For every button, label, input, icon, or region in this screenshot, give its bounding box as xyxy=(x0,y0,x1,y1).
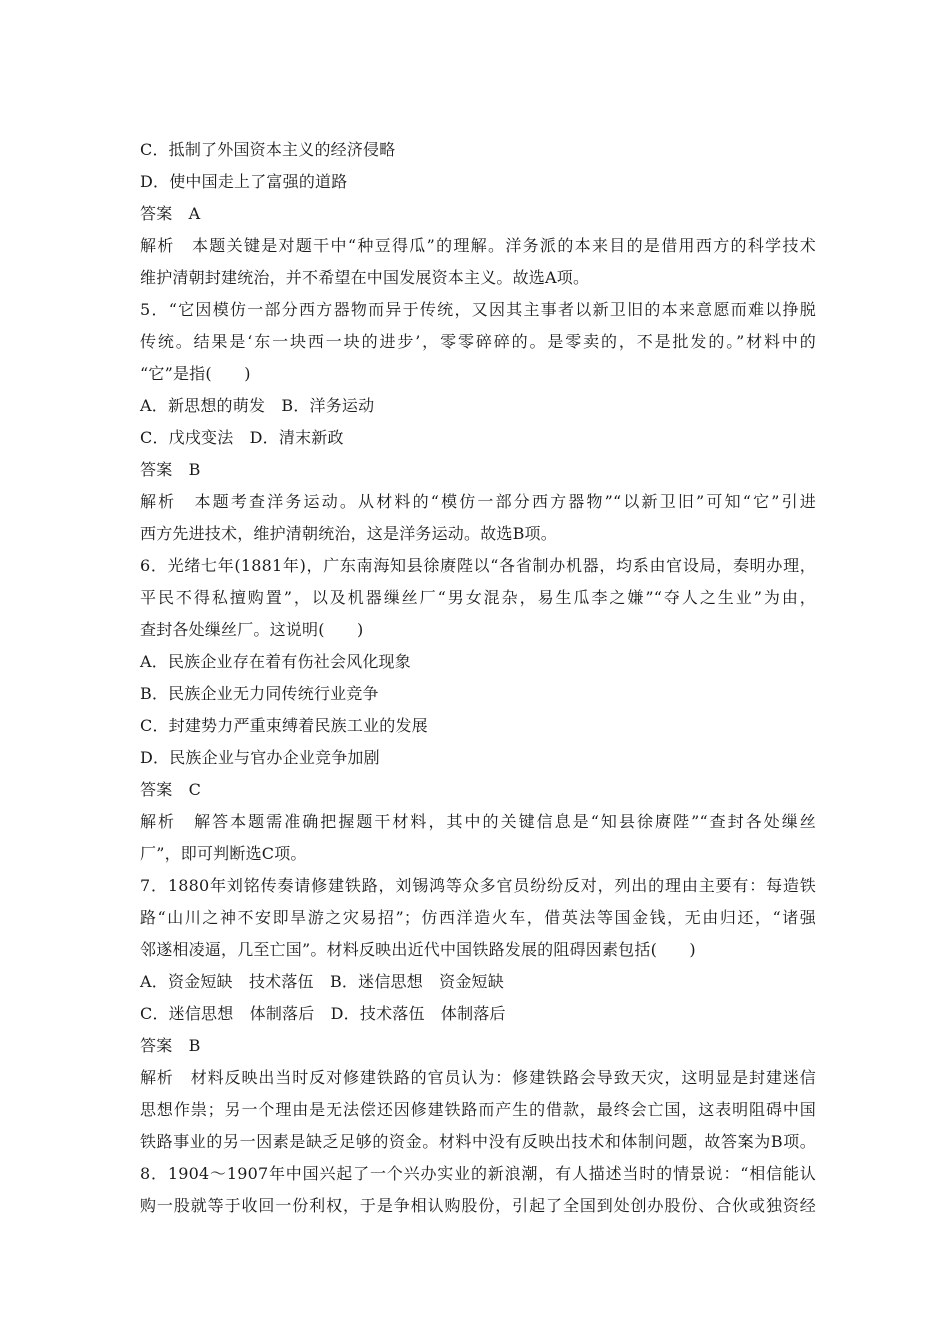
option-a-line: A．民族企业存在着有伤社会风化现象 xyxy=(140,652,411,671)
question-5-line: “它”是指( ) xyxy=(140,364,251,383)
question-6-line: 平民不得私擅购置”，以及机器缫丝厂“男女混杂，易生瓜李之嫌”“夺人之生业”为由， xyxy=(140,588,816,607)
analysis-line: 思想作祟；另一个理由是无法偿还因修建铁路而产生的借款，最终会亡国，这表明阻碍中国 xyxy=(140,1100,816,1119)
analysis-line: 解析 本题关键是对题干中“种豆得瓜”的理解。洋务派的本来目的是借用西方的科学技术 xyxy=(140,236,816,255)
analysis-line: 西方先进技术，维护清朝统治，这是洋务运动。故选B项。 xyxy=(140,524,557,543)
analysis-line: 解析 解答本题需准确把握题干材料，其中的关键信息是“知县徐赓陛”“查封各处缫丝 xyxy=(140,812,816,831)
option-line: C．戊戌变法 D．清末新政 xyxy=(140,428,344,447)
question-6-line: 查封各处缫丝厂。这说明( ) xyxy=(140,620,364,639)
option-c-line: C．抵制了外国资本主义的经济侵略 xyxy=(140,140,396,159)
analysis-line: 厂”，即可判断选C项。 xyxy=(140,844,307,863)
analysis-line: 解析 本题考查洋务运动。从材料的“模仿一部分西方器物”“以新卫旧”可知“它”引进 xyxy=(140,492,816,511)
analysis-line: 维护清朝封建统治，并不希望在中国发展资本主义。故选A项。 xyxy=(140,268,590,287)
question-6-line: 6．光绪七年(1881年)，广东南海知县徐赓陛以“各省制办机器，均系由官设局，奏明办理， xyxy=(140,556,816,575)
option-b-line: B．民族企业无力同传统行业竞争 xyxy=(140,684,379,703)
answer-line: 答案 C xyxy=(140,780,202,799)
answer-line: 答案 A xyxy=(140,204,201,223)
option-c-line: C．封建势力严重束缚着民族工业的发展 xyxy=(140,716,428,735)
question-5-line: 传统。结果是‘东一块西一块的进步’，零零碎碎的。是零卖的，不是批发的。”材料中的 xyxy=(140,332,816,351)
question-7-line: 7．1880年刘铭传奏请修建铁路，刘锡鸿等众多官员纷纷反对，列出的理由主要有：每造铁 xyxy=(140,876,816,895)
document-body xyxy=(140,134,816,1222)
question-5-line: 5．“它因模仿一部分西方器物而异于传统，又因其主事者以新卫旧的本来意愿而难以挣脱 xyxy=(140,300,816,319)
option-line: A．资金短缺 技术落伍 B．迷信思想 资金短缺 xyxy=(140,972,504,991)
option-line: A．新思想的萌发 B．洋务运动 xyxy=(140,396,375,415)
analysis-line: 铁路事业的另一因素是缺乏足够的资金。材料中没有反映出技术和体制问题，故答案为B项。 xyxy=(140,1132,816,1151)
question-8-line: 8．1904～1907年中国兴起了一个兴办实业的新浪潮，有人描述当时的情景说：“相信能认 xyxy=(140,1164,816,1183)
answer-line: 答案 B xyxy=(140,460,201,479)
answer-line: 答案 B xyxy=(140,1036,201,1055)
question-8-line: 购一股就等于收回一份利权，于是争相认购股份，引起了全国到处创办股份、合伙或独资经 xyxy=(140,1196,816,1215)
analysis-line: 解析 材料反映出当时反对修建铁路的官员认为：修建铁路会导致天灾，这明显是封建迷信 xyxy=(140,1068,816,1087)
question-7-line: 路“山川之神不安即旱游之灾易招”；仿西洋造火车，借英法等国金钱，无由归还，“诸强 xyxy=(140,908,816,927)
option-d-line: D．民族企业与官办企业竞争加剧 xyxy=(140,748,380,767)
option-d-line: D．使中国走上了富强的道路 xyxy=(140,172,348,191)
question-7-line: 邻遂相凌逼，几至亡国”。材料反映出近代中国铁路发展的阻碍因素包括( ) xyxy=(140,940,696,959)
option-line: C．迷信思想 体制落后 D．技术落伍 体制落后 xyxy=(140,1004,506,1023)
